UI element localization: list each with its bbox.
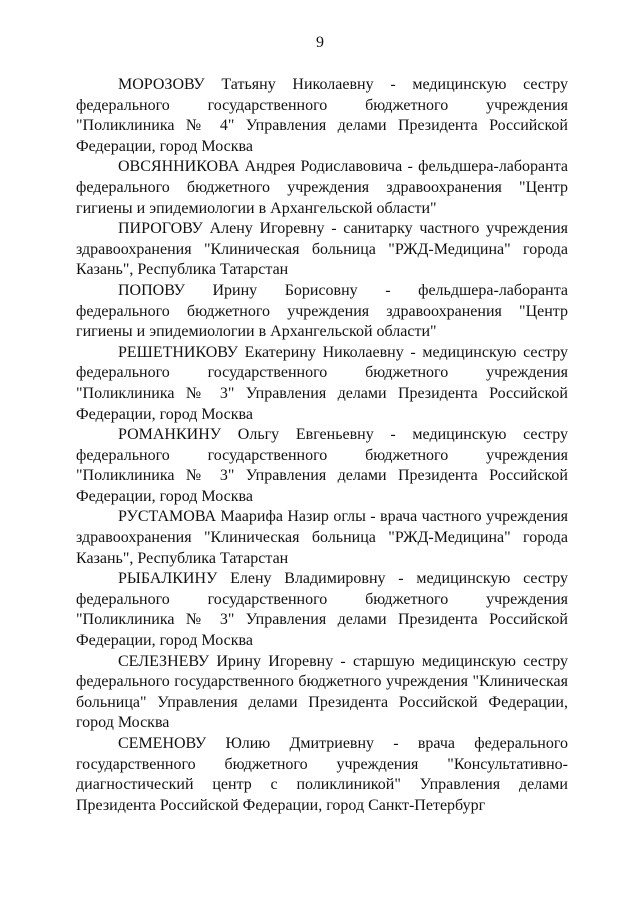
list-item: СЕМЕНОВУ Юлию Дмитриевну - врача федерального государственного бюджетного учреждения "Консультативно-диагностический центр с поликлиникой" Управления делами Президента Российской Федерации, город Санкт-Петербург (76, 735, 568, 814)
list-item: РЕШЕТНИКОВУ Екатерину Николаевну - медицинскую сестру федерального государственного бюджетного учреждения "Поликлиника № 3" Управления делами Президента Российской Федерации, город Москва (76, 343, 568, 423)
list-item: РОМАНКИНУ Ольгу Евгеньевну - медицинскую сестру федерального государственного бюджетного учреждения "Поликлиника № 3" Управления делами Президента Российской Федерации, город Москва (76, 426, 568, 505)
list-item: ПОПОВУ Ирину Борисовну - фельдшера-лаборанта федерального бюджетного учреждения здравоохранения "Центр гигиены и эпидемиологии в Архангельской области" (76, 281, 568, 341)
list-item: ОВСЯННИКОВА Андрея Родиславовича - фельдшера-лаборанта федерального бюджетного учреждения здравоохранения "Центр гигиены и эпидемиологии в Архангельской области" (76, 158, 568, 217)
list-item: МОРОЗОВУ Татьяну Николаевну - медицинскую сестру федерального государственного бюджетного учреждения "Поликлиника № 4" Управления делами Президента Российской Федерации, город Москва (76, 76, 568, 155)
award-list (76, 75, 568, 816)
list-item: РУСТАМОВА Маарифа Назир оглы - врача частного учреждения здравоохранения "Клиническая больница "РЖД-Медицина" города Казань", Республика Татарстан (76, 508, 568, 567)
list-item: ПИРОГОВУ Алену Игоревну - санитарку частного учреждения здравоохранения "Клиническая больница "РЖД-Медицина" города Казань", Республика Татарстан (76, 220, 568, 279)
list-item: РЫБАЛКИНУ Елену Владимировну - медицинскую сестру федерального государственного бюджетного учреждения "Поликлиника № 3" Управления делами Президента Российской Федерации, город Москва (76, 570, 568, 650)
list-item: СЕЛЕЗНЕВУ Ирину Игоревну - старшую медицинскую сестру федерального государственного бюджетного учреждения "Клиническая больница" Управления делами Президента Российской Федерации, город Москва (76, 652, 568, 732)
page-number: 9 (316, 34, 324, 51)
